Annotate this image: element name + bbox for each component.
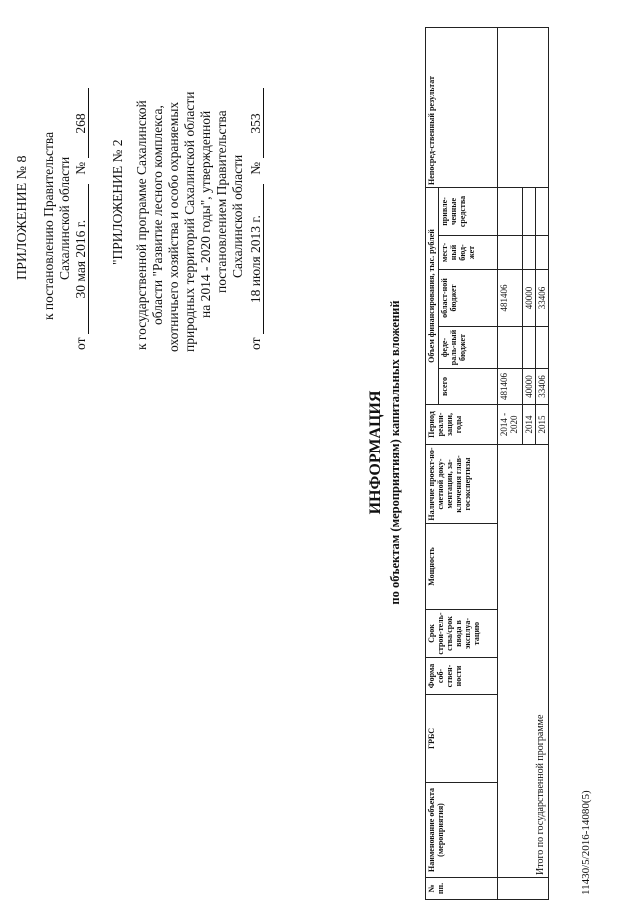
col-capacity-header: Мощность [426,524,498,610]
col-regional-header: област-ной бюджет [439,270,498,327]
appendix-date: 30 мая 2016 г. [73,184,89,334]
no-label-2: № [248,161,263,175]
local-cell [498,236,523,270]
col-attracted-header: привле-ченные средства [439,188,498,236]
original-appendix-number: 353 [248,89,264,159]
federal-cell [536,327,549,369]
federal-cell [523,327,536,369]
from-label: от [73,337,88,350]
appendix-date-line [73,89,89,351]
row-num-cell [498,878,549,900]
total-cell: 33406 [536,369,549,405]
attracted-cell [536,188,549,236]
local-cell [523,236,536,270]
original-appendix-line-2: области "Развитие лесного комплекса, [150,105,165,325]
col-local-header: мест-ный бюд-жет [439,236,498,270]
total-cell: 40000 [523,369,536,405]
original-appendix-line-3: охотничьего хозяйства и особо охраняемых [166,101,181,352]
col-ownership-header: Форма соб-ствен-ности [426,658,498,695]
result-cell [498,28,549,188]
col-name-header: Наименование объекта (мероприятия) [426,783,498,878]
original-appendix-title: "ПРИЛОЖЕНИЕ № 2 [110,139,125,265]
col-docs-header: Наличие проект-но-сметной доку-ментации, за-ключения глав-госэкспертизы [426,445,498,524]
no-label: № [73,161,88,175]
original-appendix-line-4: природных территорий Сахалинской области [182,91,197,352]
total-label: Итого по государственной программе [498,445,549,878]
appendix-number: 268 [73,89,89,159]
appendix-title: ПРИЛОЖЕНИЕ № 8 [15,155,30,280]
total-cell: 481406 [498,369,523,405]
from-label-2: от [248,337,263,350]
original-appendix-date: 18 июля 2013 г. [248,184,264,334]
period-cell: 2014 [523,405,536,445]
col-federal-header: феде-раль-ный бюджет [439,327,498,369]
original-appendix-line-1: к государственной программе Сахалинской [134,100,149,350]
header-row-1 [426,28,439,900]
table-row [498,28,523,900]
document-number: 11430/5/2016-14080(5) [580,790,592,895]
col-funding-header: Объем финансирования, тыс. рублей [426,188,439,405]
regional-cell: 481406 [498,270,523,327]
col-result-header: Непосред-ственный результат [426,28,498,188]
col-total-header: всего [439,369,498,405]
attracted-cell [523,188,536,236]
col-period-header: Период реали-зации, годы [426,405,498,445]
regional-cell: 40000 [523,270,536,327]
capital-investments-table [425,27,549,900]
original-appendix-line-6: постановлением Правительства [214,110,229,293]
period-cell: 2015 [536,405,549,445]
col-grbs-header: ГРБС [426,695,498,783]
original-appendix-line-7: Сахалинской области [230,154,245,278]
original-appendix-line-5: на 2014 - 2020 годы", утвержденной [198,110,213,318]
col-term-header: Срок строи-тель-ства/срок ввода в эксплуа-тацию [426,610,498,658]
period-cell: 2014 - 2020 [498,405,523,445]
page-subtitle: по объектам (мероприятиям) капитальных вложений [388,300,402,605]
federal-cell [498,327,523,369]
local-cell [536,236,549,270]
col-num-header: № пп. [426,878,498,900]
attracted-cell [498,188,523,236]
appendix-line-1: к постановлению Правительства [41,131,56,320]
original-appendix-date-line [248,89,264,351]
page-title: ИНФОРМАЦИЯ [367,390,384,515]
regional-cell: 33406 [536,270,549,327]
appendix-line-2: Сахалинской области [57,156,72,280]
